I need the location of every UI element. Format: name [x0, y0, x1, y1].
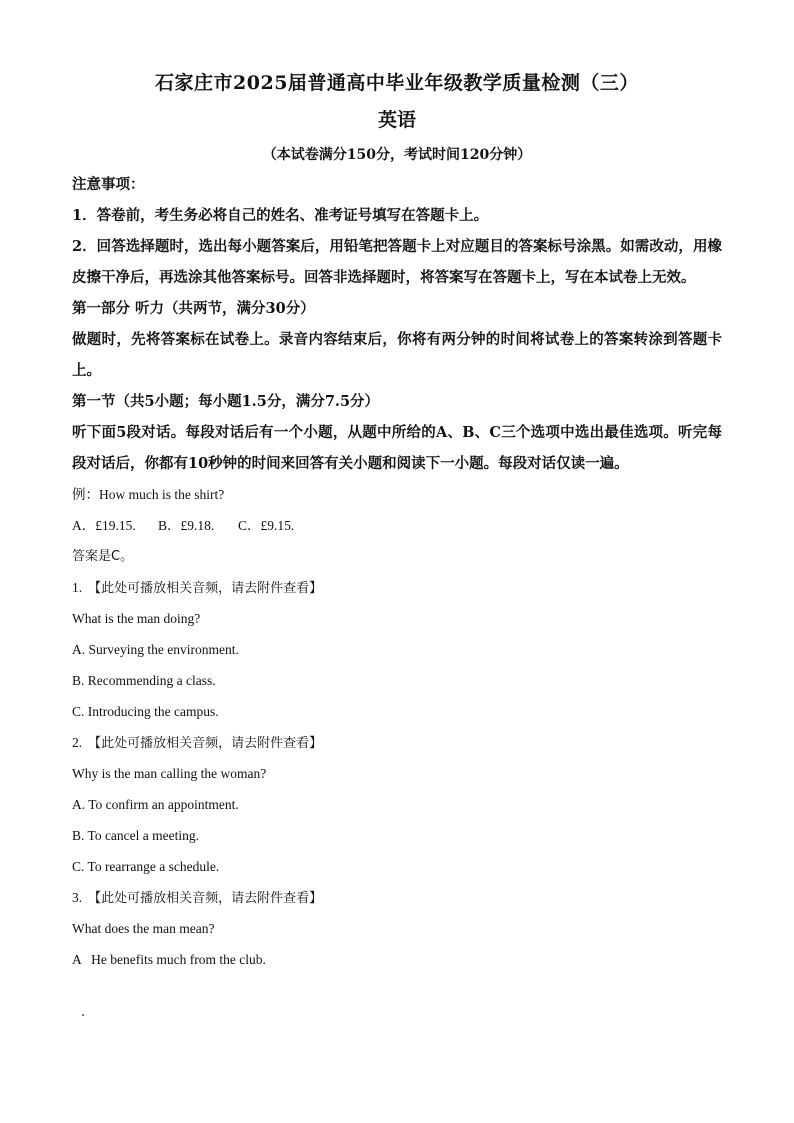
question-number: 1. — [72, 580, 83, 595]
question-text: Why is the man calling the woman? — [72, 766, 267, 781]
example-option: A．£19.15. — [72, 518, 136, 533]
notice-item: 2．回答选择题时，选出每小题答案后，用铅笔把答题卡上对应题目的答案标号涂黑。如需改动，用橡皮擦干净后，再选涂其他答案标号。回答非选择题时，将答案写在答题卡上，写在本试卷上无效。 — [72, 238, 722, 286]
example-option: B．£9.18. — [158, 518, 215, 533]
page-title: 石家庄市2025届普通高中毕业年级教学质量检测（三） — [155, 72, 639, 94]
section-instruction: 听下面5段对话。每段对话后有一个小题，从题中所给的A、B、C三个选项中选出最佳选项。听完每段对话后，你都有10秒钟的时间来回答有关小题和阅读下一小题。每段对话仅读一遍。 — [72, 424, 722, 472]
example-question: 例：How much is the shirt? — [72, 487, 225, 502]
audio-note[interactable]: 【此处可播放相关音频，请去附件查看】 — [88, 736, 323, 751]
notice-item: 1．答卷前，考生务必将自己的姓名、准考证号填写在答题卡上。 — [72, 207, 489, 224]
audio-note[interactable]: 【此处可播放相关音频，请去附件查看】 — [88, 581, 323, 596]
part-instruction: 做题时，先将答案标在试卷上。录音内容结束后，你将有两分钟的时间将试卷上的答案转涂到答题卡上。 — [72, 331, 722, 379]
stray-dot — [82, 1014, 84, 1016]
question-header — [72, 882, 722, 913]
example-option: C．£9.15. — [238, 518, 295, 533]
subject-title: 英语 — [377, 109, 416, 131]
answer-option: A. To confirm an appointment. — [72, 797, 239, 812]
answer-option: A He benefits much from the club. — [72, 952, 266, 967]
exam-page — [72, 66, 722, 975]
audio-note[interactable]: 【此处可播放相关音频，请去附件查看】 — [88, 891, 323, 906]
notice-heading: 注意事项： — [72, 176, 145, 193]
question-number: 2. — [72, 735, 83, 750]
question-header — [72, 572, 722, 603]
exam-info: （本试卷满分150分，考试时间120分钟） — [262, 147, 532, 163]
question-text: What does the man mean? — [72, 921, 215, 936]
answer-option: B. To cancel a meeting. — [72, 828, 200, 843]
answer-option: C. Introducing the campus. — [72, 704, 219, 719]
question-header — [72, 727, 722, 758]
question-text: What is the man doing? — [72, 611, 201, 626]
question-number: 3. — [72, 890, 83, 905]
section-heading: 第一节（共5小题；每小题1.5分，满分7.5分） — [72, 393, 380, 410]
answer-option: C. To rearrange a schedule. — [72, 859, 220, 874]
example-options — [72, 510, 722, 541]
answer-option: B. Recommending a class. — [72, 673, 216, 688]
part-heading: 第一部分 听力（共两节，满分30分） — [72, 300, 315, 317]
example-answer: 答案是C。 — [72, 549, 134, 564]
answer-option: A. Surveying the environment. — [72, 642, 239, 657]
